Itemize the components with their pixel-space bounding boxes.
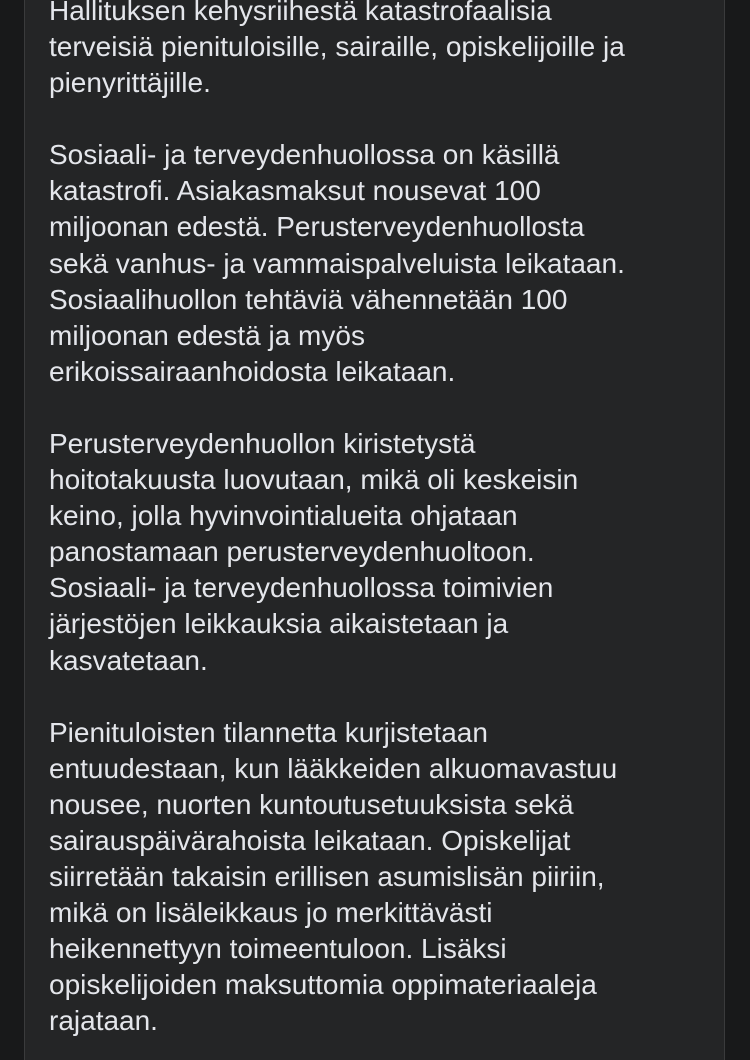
text-line: panostamaan perusterveydenhuoltoon. [49, 536, 535, 568]
paragraph-1 [49, 0, 699, 101]
text-line: sekä vanhus- ja vammaispalveluista leikataan. [49, 247, 625, 279]
text-line: kasvatetaan. [49, 644, 208, 676]
text-line: Hallituksen kehysriihestä katastrofaalisia [49, 0, 552, 26]
text-line: terveisiä pienituloisille, sairaille, opiskelijoille ja [49, 31, 625, 63]
text-line: hoitotakuusta luovutaan, mikä oli keskeisin [49, 464, 579, 496]
text-line: miljoonan edestä. Perusterveydenhuollosta [49, 211, 585, 243]
text-line: keino, jolla hyvinvointialueita ohjataan [49, 500, 518, 532]
text-line: nousee, nuorten kuntoutusetuuksista sekä [49, 788, 574, 820]
text-line: Sosiaali- ja terveydenhuollossa toimivien [49, 572, 554, 604]
text-line: mikä on lisäleikkaus jo merkittävästi [49, 897, 493, 929]
text-line: rajataan. [49, 1005, 158, 1037]
text-line: erikoissairaanhoidosta leikataan. [49, 355, 456, 387]
text-line: pienyrittäjille. [49, 67, 211, 99]
text-line: järjestöjen leikkauksia aikaistetaan ja [49, 608, 509, 640]
text-line: sairauspäivärahoista leikataan. Opiskelijat [49, 824, 571, 856]
paragraph-4 [49, 715, 699, 1040]
post-body-text [49, 0, 699, 1060]
text-line: entuudestaan, kun lääkkeiden alkuomavastuu [49, 752, 618, 784]
post-card [24, 0, 725, 1060]
text-line: Sosiaali- ja terveydenhuollossa on käsillä [49, 139, 560, 171]
text-line: katastrofi. Asiakasmaksut nousevat 100 [49, 175, 541, 207]
text-line: heikennettyyn toimeentuloon. Lisäksi [49, 933, 507, 965]
text-line: opiskelijoiden maksuttomia oppimateriaaleja [49, 969, 597, 1001]
text-line: miljoonan edestä ja myös [49, 319, 365, 351]
paragraph-2 [49, 137, 699, 390]
paragraph-3 [49, 426, 699, 679]
text-line: Perusterveydenhuollon kiristetystä [49, 427, 476, 459]
text-line: siirretään takaisin erillisen asumislisän piiriin, [49, 860, 605, 892]
text-line: Pienituloisten tilannetta kurjistetaan [49, 716, 488, 748]
text-line: Sosiaalihuollon tehtäviä vähennetään 100 [49, 283, 568, 315]
